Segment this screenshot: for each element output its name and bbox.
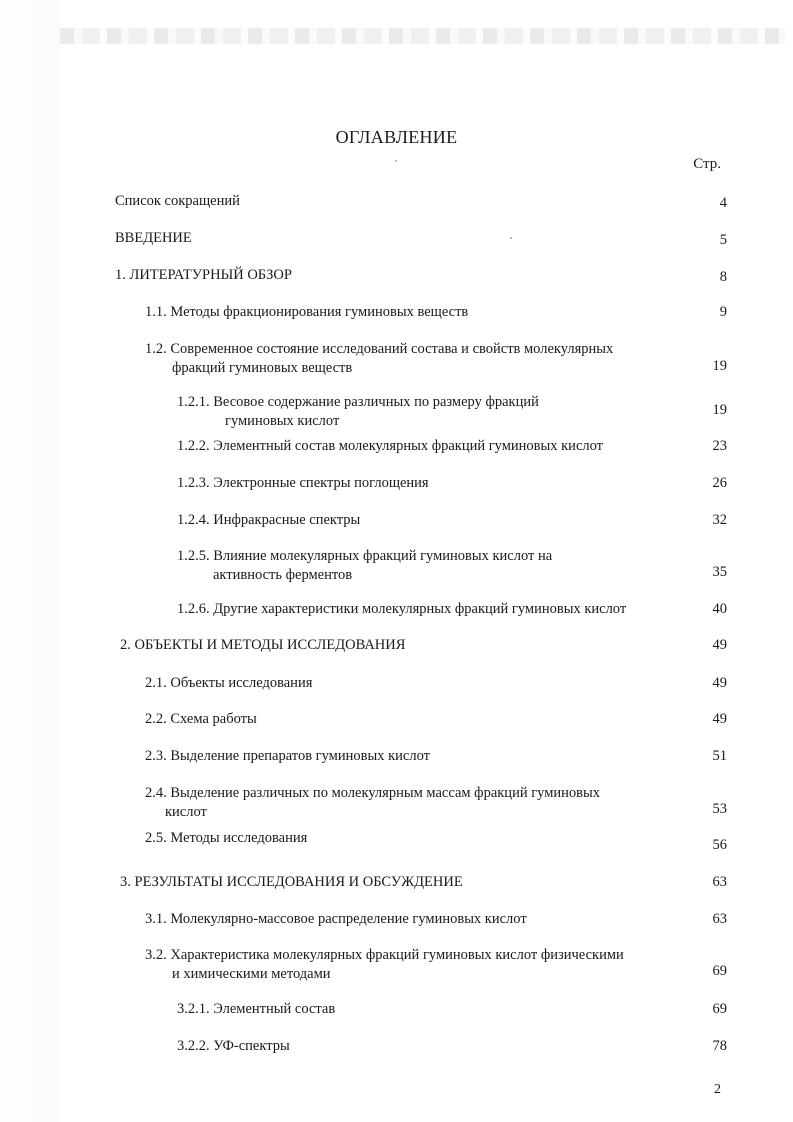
toc-entry-title: 1.2.6. Другие характеристики молекулярных фракций гуминовых кислот (177, 601, 627, 617)
toc-entry-page: 51 (712, 748, 727, 764)
toc-entry-title: 3. РЕЗУЛЬТАТЫ ИССЛЕДОВАНИЯ И ОБСУЖДЕНИЕ (120, 874, 463, 890)
toc-entry-page: 5 (719, 232, 727, 248)
toc-entry-title: 2.3. Выделение препаратов гуминовых кислот (145, 748, 430, 764)
page-title: ОГЛАВЛЕНИЕ (335, 127, 458, 147)
toc-entry-title-cont: кислот (165, 804, 207, 820)
toc-entry-page: 49 (712, 637, 727, 653)
toc-entry-title: 1.2.4. Инфракрасные спектры (177, 512, 361, 528)
toc-entry-title: 3.1. Молекулярно-массовое распределение гуминовых кислот (145, 911, 527, 927)
toc-entry-title: 2.2. Схема работы (145, 711, 257, 727)
toc-entry-title-cont: активность ферментов (213, 567, 353, 583)
scan-speck (395, 160, 397, 162)
toc-entry-title: 1. ЛИТЕРАТУРНЫЙ ОБЗОР (115, 267, 292, 283)
toc-entry-title: 3.2.1. Элементный состав (177, 1001, 336, 1017)
scan-margin (0, 0, 60, 1122)
toc-entry-page: 35 (712, 564, 727, 580)
toc-entry-title: 3.2.2. УФ-спектры (177, 1038, 290, 1054)
toc-entry-title: 1.2.3. Электронные спектры поглощения (177, 475, 429, 491)
toc-entry-title: ВВЕДЕНИЕ (115, 230, 192, 246)
toc-entry-page: 40 (712, 601, 727, 617)
toc-entry-title: 2. ОБЪЕКТЫ И МЕТОДЫ ИССЛЕДОВАНИЯ (120, 637, 406, 653)
toc-entry-title: Список сокращений (115, 193, 240, 209)
toc-entry-page: 4 (719, 195, 727, 211)
toc-entry-page: 78 (712, 1038, 727, 1054)
toc-entry-page: 32 (712, 512, 727, 528)
toc-entry-title: 2.5. Методы исследования (145, 830, 308, 846)
toc-entry-page: 19 (712, 402, 727, 418)
toc-entry-title: 1.2.1. Весовое содержание различных по размеру фракций (177, 394, 539, 410)
toc-entry-title: 1.1. Методы фракционирования гуминовых веществ (145, 304, 469, 320)
toc-entry-title: 1.2.5. Влияние молекулярных фракций гуминовых кислот на (177, 548, 553, 564)
toc-entry-title: 1.2. Современное состояние исследований состава и свойств молекулярных (145, 341, 614, 357)
toc-entry-title-cont: гуминовых кислот (225, 413, 340, 429)
toc-entry-page: 56 (712, 837, 727, 853)
toc-entry-page: 49 (712, 675, 727, 691)
toc-entry-title-cont: и химическими методами (172, 966, 331, 982)
toc-entry-title: 1.2.2. Элементный состав молекулярных фракций гуминовых кислот (177, 438, 604, 454)
toc-entry-title: 2.4. Выделение различных по молекулярным массам фракций гуминовых (145, 785, 601, 801)
toc-entry-page: 26 (712, 475, 727, 491)
toc-entry-page: 9 (719, 304, 727, 320)
toc-entry-title: 2.1. Объекты исследования (145, 675, 313, 691)
toc-entry-page: 19 (712, 358, 727, 374)
scan-artifact-strip (60, 28, 785, 44)
toc-entry-page: 49 (712, 711, 727, 727)
page-number: 2 (714, 1082, 721, 1097)
toc-entry-page: 69 (712, 1001, 727, 1017)
toc-entry-title-cont: фракций гуминовых веществ (172, 360, 353, 376)
scan-speck (510, 237, 512, 239)
toc-entry-page: 63 (712, 874, 727, 890)
pages-column-label: Стр. (693, 156, 721, 172)
toc-entry-page: 8 (719, 269, 727, 285)
toc-entry-title: 3.2. Характеристика молекулярных фракций гуминовых кислот физическими (145, 947, 624, 963)
toc-entry-page: 63 (712, 911, 727, 927)
toc-entry-page: 69 (712, 963, 727, 979)
toc-entry-page: 23 (712, 438, 727, 454)
toc-entry-page: 53 (712, 801, 727, 817)
